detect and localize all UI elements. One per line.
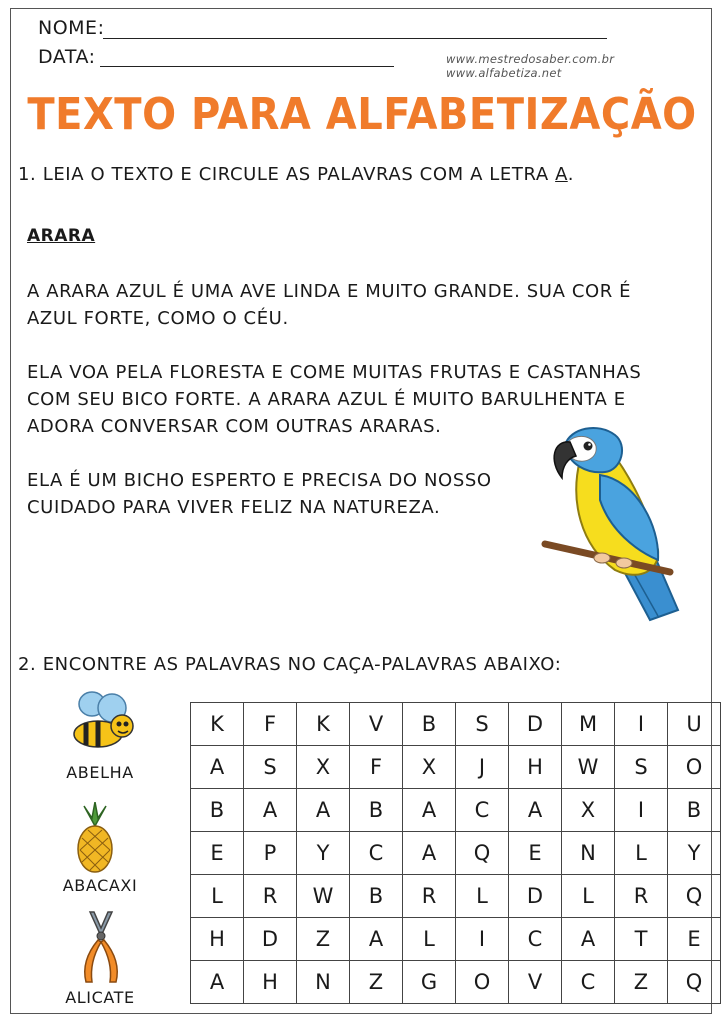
grid-cell[interactable]: M: [562, 703, 615, 746]
grid-cell[interactable]: J: [456, 746, 509, 789]
grid-cell[interactable]: R: [615, 875, 668, 918]
grid-cell[interactable]: C: [456, 789, 509, 832]
grid-cell[interactable]: K: [297, 703, 350, 746]
grid-cell[interactable]: L: [403, 918, 456, 961]
grid-cell[interactable]: D: [509, 875, 562, 918]
grid-row: [191, 789, 721, 832]
story-paragraph-1: [27, 278, 631, 332]
grid-cell[interactable]: L: [191, 875, 244, 918]
story-line: ADORA CONVERSAR COM OUTRAS ARARAS.: [27, 416, 442, 437]
grid-cell[interactable]: D: [509, 703, 562, 746]
grid-cell[interactable]: W: [562, 746, 615, 789]
grid-cell[interactable]: A: [244, 789, 297, 832]
grid-cell[interactable]: B: [191, 789, 244, 832]
word-search-grid: [190, 702, 721, 1004]
grid-cell[interactable]: F: [350, 746, 403, 789]
grid-cell[interactable]: A: [509, 789, 562, 832]
grid-cell[interactable]: Z: [350, 961, 403, 1004]
grid-cell[interactable]: B: [668, 789, 721, 832]
story-line: CUIDADO PARA VIVER FELIZ NA NATUREZA.: [27, 497, 441, 518]
question-1-end: .: [567, 164, 575, 185]
grid-cell[interactable]: F: [244, 703, 297, 746]
grid-row: [191, 746, 721, 789]
grid-cell[interactable]: H: [244, 961, 297, 1004]
grid-cell[interactable]: N: [562, 832, 615, 875]
grid-row: [191, 703, 721, 746]
date-label: DATA:: [38, 46, 96, 68]
word-alicate: ALICATE: [65, 988, 135, 1007]
question-1-letter: A: [555, 164, 568, 185]
story-line: ELA VOA PELA FLORESTA E COME MUITAS FRUTAS E CASTANHAS: [27, 362, 642, 383]
grid-cell[interactable]: S: [456, 703, 509, 746]
grid-cell[interactable]: Q: [668, 961, 721, 1004]
grid-cell[interactable]: X: [297, 746, 350, 789]
grid-cell[interactable]: L: [456, 875, 509, 918]
grid-cell[interactable]: E: [668, 918, 721, 961]
grid-cell[interactable]: A: [191, 961, 244, 1004]
date-line: [100, 66, 394, 67]
grid-cell[interactable]: T: [615, 918, 668, 961]
story-paragraph-3: [27, 467, 492, 521]
grid-cell[interactable]: H: [191, 918, 244, 961]
grid-cell[interactable]: A: [403, 789, 456, 832]
pliers-illustration: [76, 910, 126, 986]
grid-cell[interactable]: V: [509, 961, 562, 1004]
grid-cell[interactable]: I: [615, 789, 668, 832]
site-url-2: www.alfabetiza.net: [446, 66, 562, 80]
grid-cell[interactable]: A: [403, 832, 456, 875]
grid-cell[interactable]: G: [403, 961, 456, 1004]
story-line: A ARARA AZUL É UMA AVE LINDA E MUITO GRANDE. SUA COR É: [27, 281, 632, 302]
grid-cell[interactable]: Y: [297, 832, 350, 875]
grid-cell[interactable]: R: [244, 875, 297, 918]
grid-cell[interactable]: V: [350, 703, 403, 746]
grid-cell[interactable]: U: [668, 703, 721, 746]
grid-cell[interactable]: O: [668, 746, 721, 789]
grid-cell[interactable]: A: [562, 918, 615, 961]
name-line: [103, 38, 607, 39]
grid-cell[interactable]: P: [244, 832, 297, 875]
question-1: [18, 164, 574, 185]
grid-row: [191, 918, 721, 961]
grid-cell[interactable]: S: [615, 746, 668, 789]
grid-cell[interactable]: A: [350, 918, 403, 961]
grid-cell[interactable]: E: [191, 832, 244, 875]
grid-row: [191, 832, 721, 875]
grid-cell[interactable]: I: [456, 918, 509, 961]
grid-cell[interactable]: X: [562, 789, 615, 832]
grid-cell[interactable]: E: [509, 832, 562, 875]
grid-cell[interactable]: Y: [668, 832, 721, 875]
site-url-1: www.mestredosaber.com.br: [446, 52, 615, 66]
grid-cell[interactable]: B: [350, 875, 403, 918]
story-title: ARARA: [27, 226, 96, 246]
grid-cell[interactable]: X: [403, 746, 456, 789]
grid-cell[interactable]: C: [350, 832, 403, 875]
grid-cell[interactable]: H: [509, 746, 562, 789]
grid-cell[interactable]: B: [350, 789, 403, 832]
grid-cell[interactable]: O: [456, 961, 509, 1004]
grid-cell[interactable]: B: [403, 703, 456, 746]
grid-cell[interactable]: I: [615, 703, 668, 746]
grid-cell[interactable]: D: [244, 918, 297, 961]
question-1-text: 1. LEIA O TEXTO E CIRCULE AS PALAVRAS COM A LETRA: [18, 164, 556, 185]
bee-illustration: [68, 688, 138, 752]
parrot-illustration: [540, 420, 690, 625]
word-abelha: ABELHA: [66, 763, 134, 782]
grid-cell[interactable]: L: [562, 875, 615, 918]
grid-cell[interactable]: C: [509, 918, 562, 961]
name-label: NOME:: [38, 17, 105, 39]
grid-cell[interactable]: N: [297, 961, 350, 1004]
word-abacaxi: ABACAXI: [62, 876, 138, 895]
grid-cell[interactable]: Q: [668, 875, 721, 918]
grid-cell[interactable]: K: [191, 703, 244, 746]
grid-cell[interactable]: A: [297, 789, 350, 832]
story-line: AZUL FORTE, COMO O CÉU.: [27, 308, 289, 329]
grid-cell[interactable]: R: [403, 875, 456, 918]
pineapple-illustration: [70, 802, 120, 874]
grid-cell[interactable]: C: [562, 961, 615, 1004]
question-2: 2. ENCONTRE AS PALAVRAS NO CAÇA-PALAVRAS ABAIXO:: [18, 654, 562, 675]
grid-cell[interactable]: W: [297, 875, 350, 918]
grid-cell[interactable]: Q: [456, 832, 509, 875]
grid-cell[interactable]: A: [191, 746, 244, 789]
grid-row: [191, 961, 721, 1004]
grid-cell[interactable]: S: [244, 746, 297, 789]
grid-row: [191, 875, 721, 918]
grid-cell[interactable]: Z: [615, 961, 668, 1004]
grid-cell[interactable]: Z: [297, 918, 350, 961]
story-line: ELA É UM BICHO ESPERTO E PRECISA DO NOSSO: [27, 470, 492, 491]
grid-cell[interactable]: L: [615, 832, 668, 875]
page-title: TEXTO PARA ALFABETIZAÇÃO: [27, 90, 697, 140]
story-line: COM SEU BICO FORTE. A ARARA AZUL É MUITO BARULHENTA E: [27, 389, 626, 410]
